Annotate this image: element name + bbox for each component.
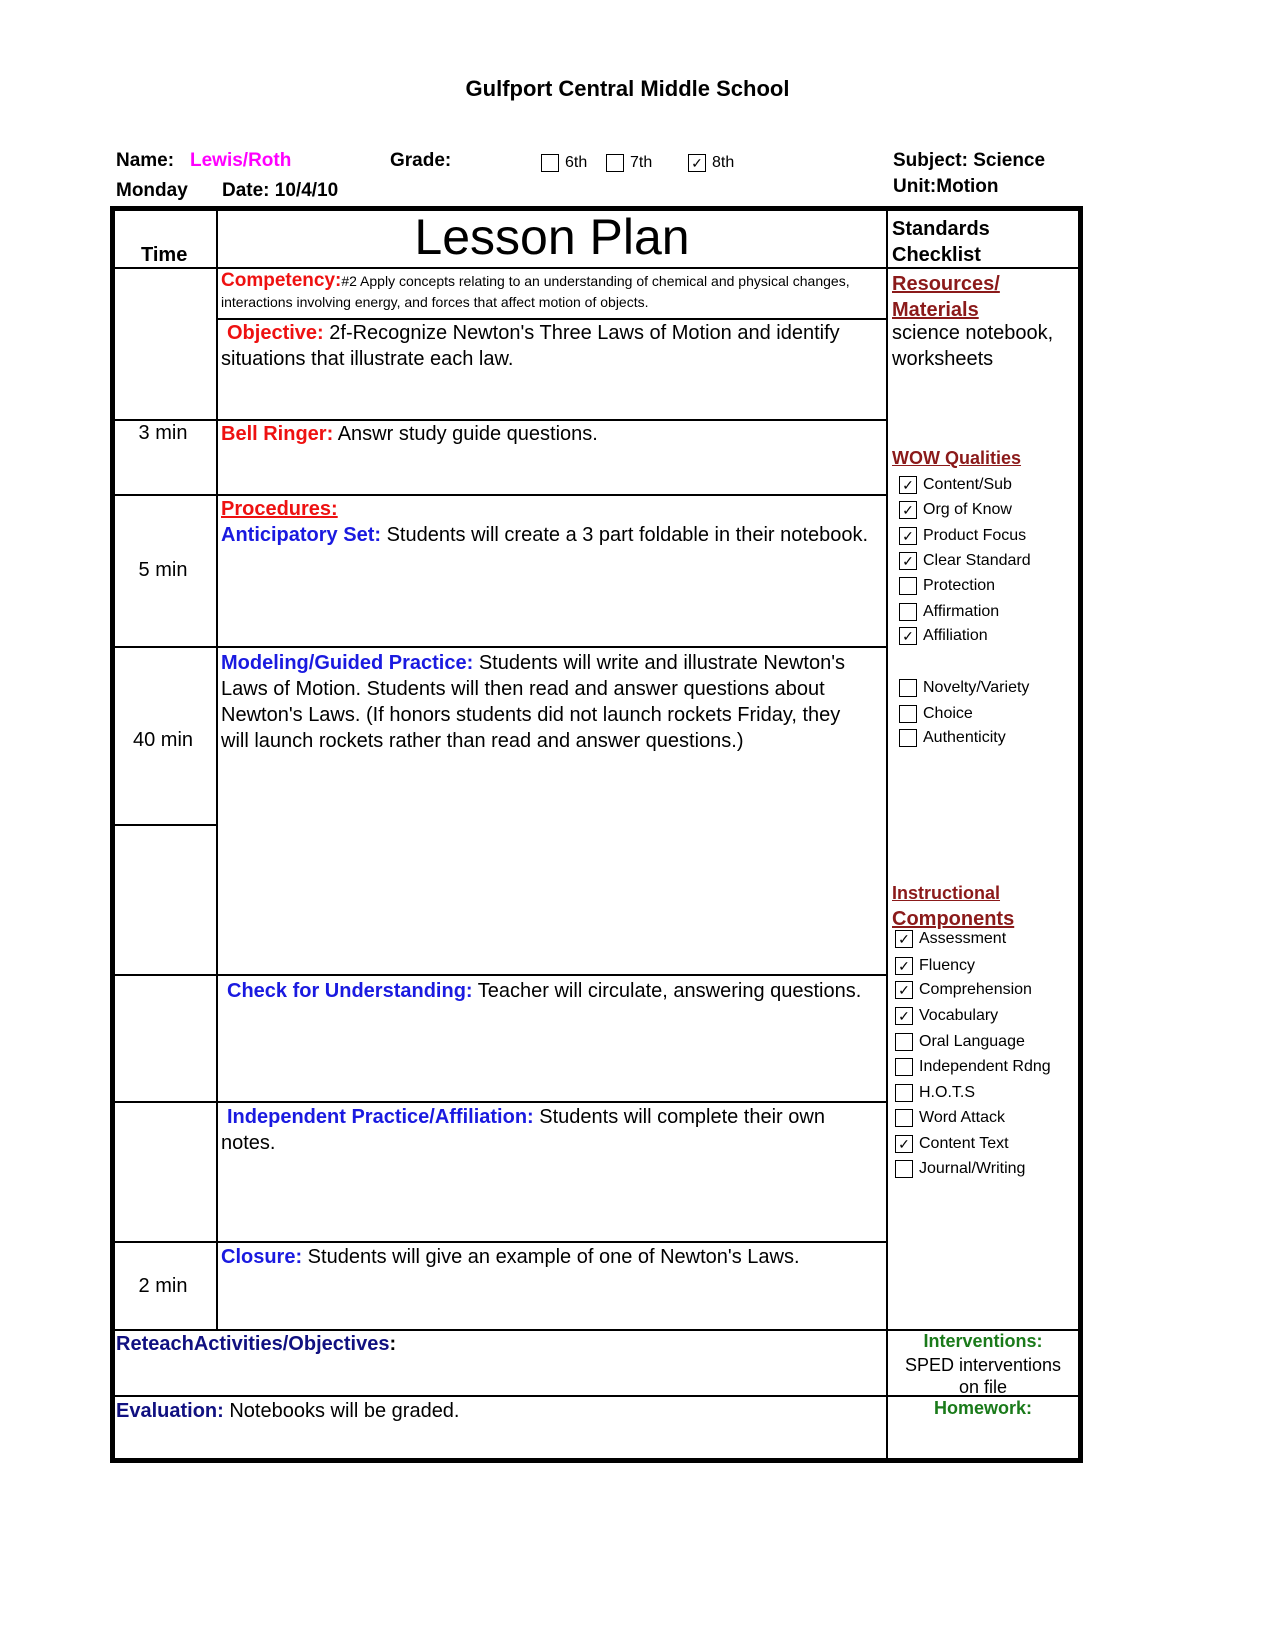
instructional-item-label: Oral Language [919,1033,1025,1051]
independent-practice-cell [221,1104,871,1156]
objective-text: 2f-Recognize Newton's Three Laws of Motion and identify situations that illustrate each law. [221,322,840,370]
instructional-item[interactable] [895,1058,1051,1076]
instructional-item[interactable] [895,1084,975,1102]
instructional-label [892,880,1014,932]
procedures-cell [221,496,881,548]
instructional-label-line2: Components [892,908,1015,930]
grade-8th[interactable] [688,154,734,172]
day: Monday [116,180,188,201]
evaluation-cell [116,1398,460,1424]
closure-time: 2 min [138,1275,188,1297]
check-understanding-cell [221,978,883,1004]
wow-item-label: Org of Know [923,501,1012,519]
instructional-checkbox[interactable] [895,1160,913,1178]
wow-item[interactable] [899,476,1012,494]
check-understanding-label: Check for Understanding: [227,980,473,1002]
modeling-text: Students will write and illustrate Newton's Laws of Motion. Students will then read and answer questions about Newton's Laws. (If honors students did not launch rockets Friday, they will launch rockets rather than read and answer questions.) [221,652,846,752]
instructional-item-label: Assessment [919,930,1007,948]
resources-label-line1: Resources/ [892,273,1000,295]
wow-item-label: Affiliation [923,627,988,645]
instructional-item-label: Fluency [919,957,976,975]
standards-checklist-header: Standards Checklist [892,218,990,266]
wow-item-label: Protection [923,577,996,595]
school-title: Gulfport Central Middle School [465,76,790,101]
instructional-item[interactable] [895,1033,1025,1051]
name-label: Name: [116,150,175,171]
instructional-item-label: Word Attack [919,1109,1005,1127]
instructional-item-label: Vocabulary [919,1007,999,1025]
wow-item[interactable] [899,705,973,723]
closure-cell [221,1244,871,1270]
wow-checkbox[interactable]: ✓ [899,627,917,645]
bell-ringer-cell [221,421,871,447]
bell-time: 3 min [138,422,188,444]
interventions-text: SPED interventions on file [904,1355,1062,1396]
anticipatory-text: Students will create a 3 part foldable in their notebook. [381,524,868,546]
lesson-table-frame [110,206,1083,1463]
wow-item-label: Choice [923,705,973,723]
checkbox-6th[interactable] [541,154,559,172]
wow-item[interactable] [899,501,1012,519]
modeling-cell [221,650,871,754]
wow-checkbox[interactable]: ✓ [899,552,917,570]
resources-label-line2: Materials [892,299,979,321]
instructional-item[interactable] [895,1135,1009,1153]
divider [110,1241,886,1243]
wow-checkbox[interactable]: ✓ [899,476,917,494]
interventions-label: Interventions: [923,1331,1043,1351]
independent-practice-label: Independent Practice/Affiliation: [227,1106,534,1128]
wow-checkbox[interactable]: ✓ [899,501,917,519]
wow-item[interactable] [899,552,1031,570]
checkbox-8th[interactable]: ✓ [688,154,706,172]
grade-7th-label: 7th [630,154,653,172]
instructional-checkbox[interactable]: ✓ [895,981,913,999]
wow-item[interactable] [899,603,999,621]
closure-label: Closure: [221,1246,303,1268]
divider [216,206,218,1329]
reteach-label: ReteachActivities/Objectives [116,1333,390,1355]
resources-label [892,271,1000,323]
bell-ringer-text: Answr study guide questions. [333,423,598,445]
wow-checkbox[interactable] [899,729,917,747]
instructional-checkbox[interactable] [895,1084,913,1102]
instructional-checkbox[interactable]: ✓ [895,1135,913,1153]
instructional-checkbox[interactable]: ✓ [895,930,913,948]
instructional-item[interactable] [895,1109,1005,1127]
time-header: Time [141,244,188,266]
check-understanding-text: Teacher will circulate, answering questions. [472,980,862,1002]
wow-item[interactable] [899,679,1029,697]
divider [110,646,886,648]
grade-label: Grade: [390,150,452,171]
wow-item-label: Affirmation [923,603,1000,621]
wow-item-label: Novelty/Variety [923,679,1030,697]
wow-item[interactable] [899,627,988,645]
wow-checkbox[interactable] [899,577,917,595]
reteach-cell [116,1331,396,1357]
instructional-label-line1: Instructional [892,883,1001,903]
instructional-item-label: Comprehension [919,981,1032,999]
wow-qualities-label: WOW Qualities [892,448,1022,468]
competency-label: Competency: [221,270,342,291]
subject: Subject: Science [893,150,1046,171]
lesson-plan-title: Lesson Plan [414,209,690,265]
evaluation-text: Notebooks will be graded. [223,1400,460,1422]
instructional-item[interactable] [895,981,1032,999]
objective-cell [221,320,871,372]
instructional-item-label: Journal/Writing [919,1160,1026,1178]
bell-ringer-label: Bell Ringer: [221,423,334,445]
instructional-item[interactable] [895,957,975,975]
procedures-label: Procedures: [221,498,338,520]
wow-checkbox[interactable] [899,705,917,723]
homework-label: Homework: [933,1398,1032,1418]
reteach-colon: : [389,1333,397,1355]
unit: Unit:Motion [893,176,999,197]
grade-6th-label: 6th [565,154,588,172]
wow-item[interactable] [899,527,1026,545]
wow-item-label: Product Focus [923,527,1027,545]
instructional-checkbox[interactable]: ✓ [895,1007,913,1025]
divider [110,974,886,976]
instructional-item[interactable] [895,930,1006,948]
anticipatory-label: Anticipatory Set: [221,524,382,546]
instructional-item-label: H.O.T.S [919,1084,976,1102]
instructional-item[interactable] [895,1160,1025,1178]
instructional-checkbox[interactable]: ✓ [895,957,913,975]
wow-checkbox[interactable] [899,603,917,621]
wow-item[interactable] [899,577,995,595]
instructional-item-label: Independent Rdng [919,1058,1051,1076]
date: Date: 10/4/10 [222,180,339,201]
instructional-item[interactable] [895,1007,998,1025]
wow-item-label: Authenticity [923,729,1006,747]
grade-7th[interactable] [606,154,652,172]
instructional-checkbox[interactable] [895,1109,913,1127]
evaluation-label: Evaluation: [116,1400,224,1422]
wow-checkbox[interactable]: ✓ [899,527,917,545]
divider [110,824,216,826]
independent-practice-text: Students will complete their own notes. [221,1106,825,1154]
instructional-checkbox[interactable] [895,1033,913,1051]
wow-checkbox[interactable] [899,679,917,697]
divider [886,206,888,1463]
modeling-time: 40 min [132,729,194,751]
resources-text: science notebook, worksheets [892,322,1054,370]
closure-text: Students will give an example of one of Newton's Laws. [302,1246,800,1268]
procedures-time: 5 min [138,559,188,581]
competency-text: #2 Apply concepts relating to an understanding of chemical and physical changes, interactions involving energy, and forces that affect motion of objects. [221,273,850,310]
objective-label: Objective: [227,322,324,344]
divider [110,1101,886,1103]
name-value: Lewis/Roth [190,150,292,171]
instructional-item-label: Content Text [919,1135,1009,1153]
wow-item-label: Content/Sub [923,476,1012,494]
modeling-label: Modeling/Guided Practice: [221,652,474,674]
grade-8th-label: 8th [712,154,735,172]
competency-cell [221,270,881,313]
grade-6th[interactable] [541,154,587,172]
checkbox-7th[interactable] [606,154,624,172]
instructional-checkbox[interactable] [895,1058,913,1076]
wow-item-label: Clear Standard [923,552,1031,570]
wow-item[interactable] [899,729,1006,747]
